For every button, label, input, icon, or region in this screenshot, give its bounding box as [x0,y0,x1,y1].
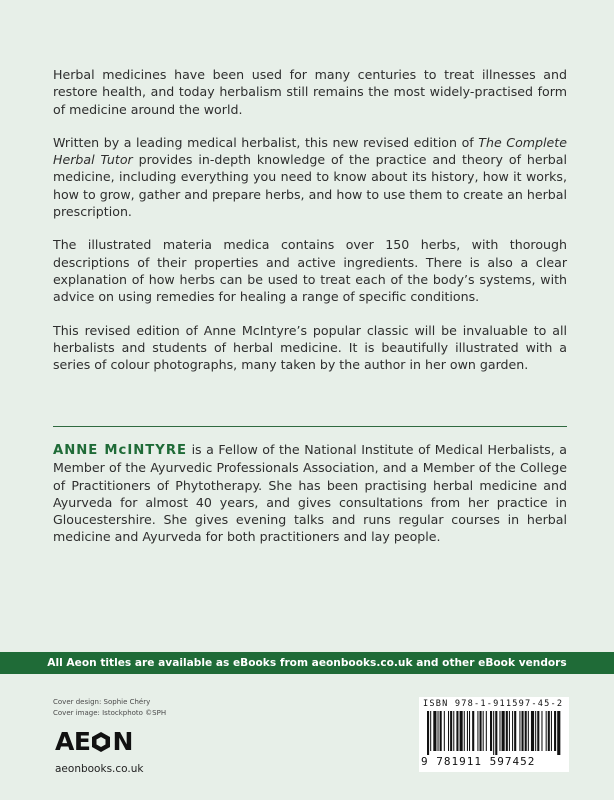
isbn-label: ISBN 978-1-911597-45-2 [423,699,564,709]
logo-letter-e: E [73,727,91,756]
barcode-bar [499,711,500,751]
barcode-bar [548,711,550,751]
barcode-bar [453,711,454,751]
barcode-bar [525,711,527,751]
barcode-bar [430,711,431,751]
author-bio-text: is a Fellow of the National Institute of Medical Herbalists, a Member of the Ayurvedic Professionals Association, and a Member of the College of Practitioners of Phytotherapy. She has been practising herbal medicine and Ayurveda for almost 40 years, and gives consultations from her practice in Gloucestershire. She gives evening talks and runs regular courses in herbal medicine and Ayurveda for both practitioners and lay people. [53,442,567,545]
barcode-bar [557,711,560,755]
barcode-bar [448,711,449,751]
barcode-bar [493,711,494,755]
author-name: ANNE McINTYRE [53,443,188,458]
barcode-bar [541,711,542,751]
barcode-bar [477,711,478,751]
barcode-bar [531,711,534,751]
barcode-bar [522,711,524,751]
hexagon-o-icon [91,731,111,753]
barcode-bar [433,711,436,751]
barcode-bar [509,711,510,751]
barcode-bar [469,711,470,751]
isbn-digits: 9 781911 597452 [421,755,536,768]
blurb-paragraph-3: The illustrated materia medica contains over 150 herbs, with thorough descriptions of their properties and active ingredients. There is also a clear explanation of how herbs can be used to treat each of the body’s systems, with advice on using remedies for healing a range of specific conditions. [53,237,567,305]
barcode-bar [456,711,458,751]
blurb-paragraph-2 [53,134,567,220]
barcode-bar [535,711,536,751]
barcode-bar [467,711,468,751]
barcode-bar [546,711,547,751]
barcode-bar [440,711,442,751]
cover-design-credit: Cover design: Sophie Chéry [53,698,151,706]
barcode-bar [472,711,474,751]
blurb-paragraph-4: This revised edition of Anne McIntyre’s popular classic will be invaluable to all herbalists and students of herbal medicine. It is beautifully illustrated with a series of colour photographs, many taken by the author in her own garden. [53,322,567,373]
barcode-bar [495,711,497,755]
barcode-bar [483,711,484,751]
blurb-p2-start: Written by a leading medical herbalist, this new revised edition of [53,134,479,150]
barcode-bar [464,711,465,751]
ebook-banner: All Aeon titles are available as eBooks from aeonbooks.co.uk and other eBook vendors [0,652,614,674]
blurb-paragraph-1: Herbal medicines have been used for many centuries to treat illnesses and restore health, and today herbalism still remains the most widely-practised form of medicine around the world. [53,67,567,117]
barcode-bar [514,711,516,751]
section-divider [53,426,567,427]
barcode-bar [528,711,529,751]
author-bio [53,441,567,546]
barcode-bar [506,711,508,751]
barcode-bar [460,711,463,751]
book-title: The Complete Herbal Tutor [53,134,567,168]
barcode-bar [502,711,505,751]
barcode-bar [512,711,513,751]
blurb [53,66,567,389]
barcode-bar [537,711,539,751]
barcode-bar [427,711,429,755]
barcode-bar [480,711,482,751]
barcode-bar [554,711,556,751]
barcode-bar [438,711,439,751]
blurb-p2-end: provides in-depth knowledge of the practice and theory of herbal medicine, including everything you need to know about its history, how it works, how to grow, gather and prepare herbs, and how to use them to create an herbal prescription. [53,152,567,220]
barcode-bar [490,711,492,751]
barcode-bar [444,711,445,751]
barcode-bar [519,711,520,751]
barcode-bars [425,711,563,755]
logo-letter-n: N [112,727,133,756]
aeon-logo [55,728,133,756]
cover-credits [53,697,166,719]
isbn-barcode [419,697,569,772]
barcode-bar [551,711,552,751]
cover-image-credit: Cover image: Istockphoto ©SPH [53,709,167,717]
barcode-bar [486,711,487,751]
barcode-bar [450,711,452,751]
publisher-website: aeonbooks.co.uk [55,763,144,775]
logo-letter-a: A [55,727,74,756]
